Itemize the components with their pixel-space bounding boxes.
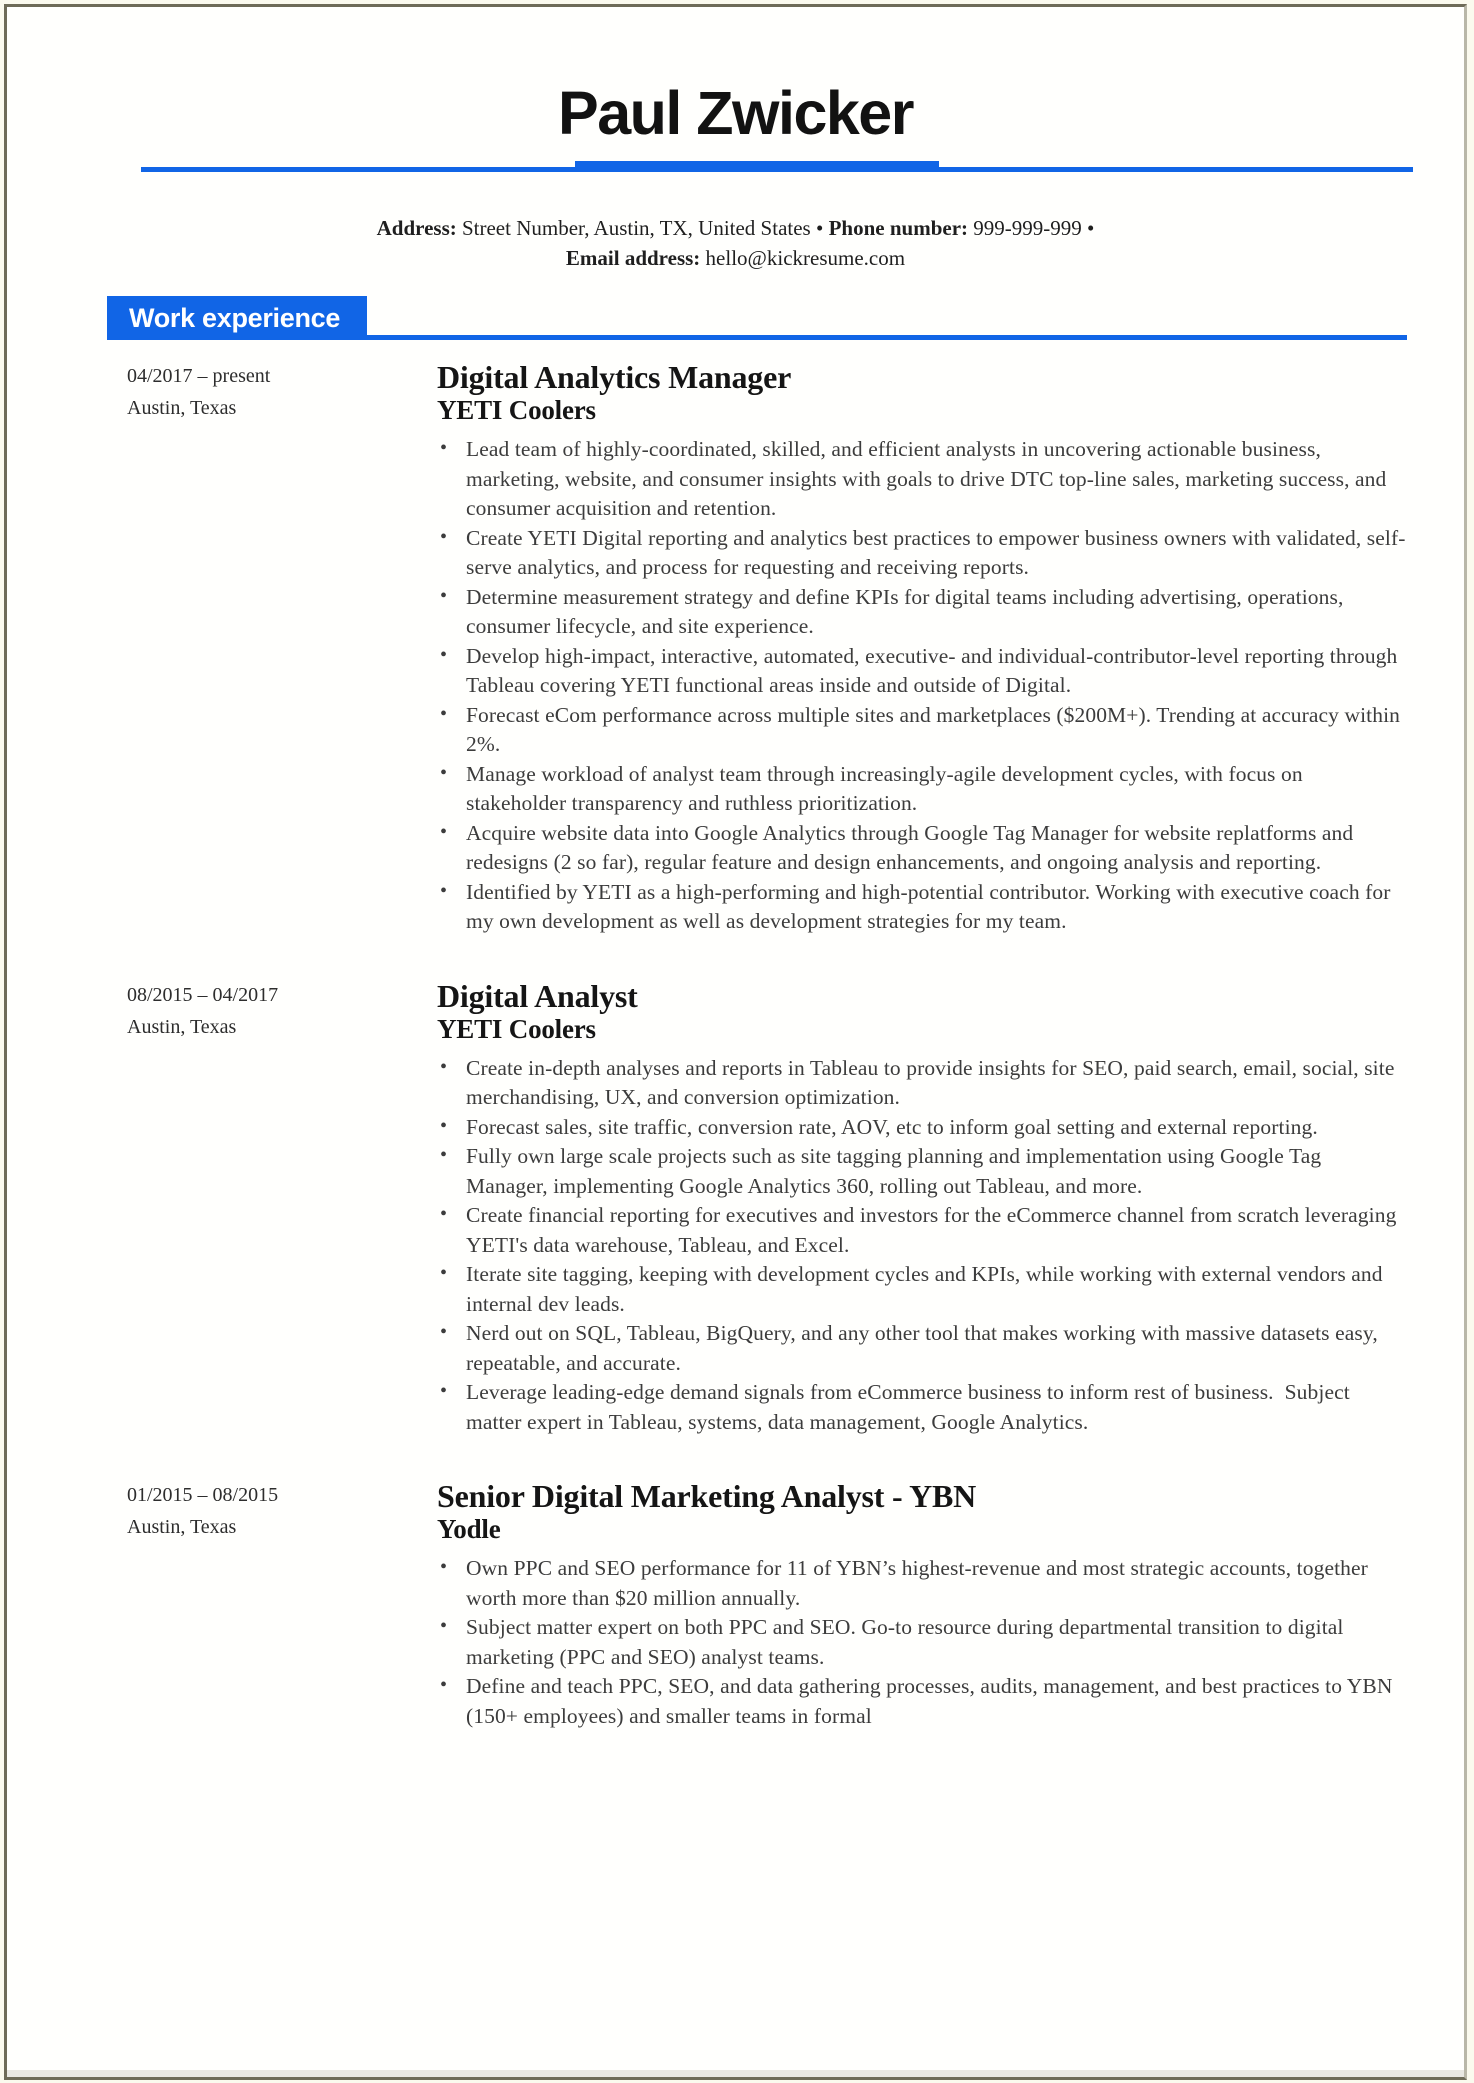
job-bullet — [466, 1613, 1407, 1672]
job-bullets — [437, 1054, 1407, 1438]
job-dates: 04/2017 – present — [127, 365, 271, 387]
job-bullet — [466, 583, 1407, 642]
job-bullet — [466, 1260, 1407, 1319]
job-bullet — [466, 1113, 1407, 1143]
job-bullet — [466, 760, 1407, 819]
job-bullet-text: Iterate site tagging, keeping with development cycles and KPIs, while working with external vendors and internal dev leads. — [466, 1262, 1389, 1316]
job-bullet-text: Forecast eCom performance across multiple sites and marketplaces ($200M+). Trending at accuracy within 2%. — [466, 702, 1406, 756]
job-entry — [127, 979, 1407, 1438]
address-label: Address: — [376, 216, 457, 240]
job-main — [437, 979, 1407, 1438]
phone-value: 999-999-999 — [973, 216, 1082, 240]
job-bullet — [466, 1378, 1407, 1437]
job-main — [437, 360, 1407, 937]
job-bullet-text: Manage workload of analyst team through increasingly-agile development cycles, with focus on stakeholder transparency and ruthless prioritization. — [466, 761, 1309, 815]
job-bullet-text: Own PPC and SEO performance for 11 of YBN’s highest-revenue and most strategic accounts, together worth more than $20 million annually. — [466, 1556, 1374, 1610]
contact-separator: • — [815, 216, 824, 240]
job-bullet-text: Determine measurement strategy and define KPIs for digital teams including advertising, operations, consumer lifecycle, and site experience. — [466, 584, 1349, 638]
job-bullet — [466, 701, 1407, 760]
job-location: Austin, Texas — [127, 1516, 237, 1538]
job-bullet — [466, 1054, 1407, 1113]
resume-page — [4, 4, 1467, 2080]
section-rule — [367, 335, 1407, 340]
job-bullet — [466, 1319, 1407, 1378]
job-bullet — [466, 524, 1407, 583]
job-bullet-text: Acquire website data into Google Analytics through Google Tag Manager for website replatforms and redesigns (2 so far), regular feature and design enhancements, and ongoing analysis and reporting. — [466, 820, 1359, 874]
job-dates: 08/2015 – 04/2017 — [127, 983, 279, 1006]
resume-name: Paul Zwicker — [558, 79, 913, 147]
job-bullet — [466, 642, 1407, 701]
job-bullet-text: Leverage leading-edge demand signals from eCommerce business to inform rest of business. Subject matter expert in Tableau, systems, data management, Google Analytics. — [466, 1380, 1356, 1434]
job-title: Digital Analyst — [437, 977, 638, 1014]
section-title: Work experience — [107, 296, 367, 340]
job-bullet — [466, 435, 1407, 524]
job-title: Senior Digital Marketing Analyst - YBN — [437, 1478, 977, 1514]
job-bullet-text: Forecast sales, site traffic, conversion rate, AOV, etc to inform goal setting and external reporting. — [466, 1114, 1318, 1139]
email-label: Email address: — [565, 246, 701, 270]
job-bullet — [466, 878, 1407, 937]
job-bullet-text: Create in-depth analyses and reports in Tableau to provide insights for SEO, paid search, email, social, site merchandising, UX, and conversion optimization. — [466, 1055, 1400, 1109]
job-main — [437, 1479, 1407, 1731]
section-work-experience — [107, 296, 1407, 340]
contact-info — [47, 213, 1424, 273]
job-bullets — [437, 1554, 1407, 1731]
header-divider — [141, 161, 1413, 172]
job-meta — [127, 360, 437, 937]
job-bullet-text: Develop high-impact, interactive, automated, executive- and individual-contributor-level reporting through Tableau covering YETI functional areas inside and outside of Digital. — [466, 643, 1403, 697]
job-bullet-text: Identified by YETI as a high-performing and high-potential contributor. Working with executive coach for my own development as well as development strategies for my team. — [466, 879, 1397, 933]
job-entry — [127, 1479, 1407, 1731]
job-bullet — [466, 1672, 1407, 1731]
email-value: hello@kickresume.com — [705, 246, 906, 270]
address-value: Street Number, Austin, TX, United States — [461, 216, 811, 240]
job-bullet — [466, 1142, 1407, 1201]
job-dates: 01/2015 – 08/2015 — [127, 1484, 279, 1506]
phone-label: Phone number: — [828, 216, 969, 240]
job-location: Austin, Texas — [127, 1015, 237, 1038]
job-title: Digital Analytics Manager — [437, 359, 792, 395]
page-bottom-edge — [7, 2070, 1464, 2077]
job-company: Yodle — [437, 1514, 501, 1544]
job-bullet — [466, 1201, 1407, 1260]
job-bullet — [466, 819, 1407, 878]
job-list — [127, 360, 1407, 1731]
job-bullet-text: Nerd out on SQL, Tableau, BigQuery, and any other tool that makes working with massive datasets easy, repeatable, and accurate. — [466, 1321, 1384, 1375]
contact-separator: • — [1087, 216, 1095, 240]
job-bullet — [466, 1554, 1407, 1613]
job-company: YETI Coolers — [437, 1013, 596, 1044]
job-bullet-text: Fully own large scale projects such as site tagging planning and implementation using Google Tag Manager, implementing Google Analytics 360, rolling out Tableau, and more. — [466, 1144, 1327, 1198]
job-bullets — [437, 435, 1407, 937]
job-company: YETI Coolers — [437, 395, 596, 425]
job-bullet-text: Create financial reporting for executives and investors for the eCommerce channel from scratch leveraging YETI's data warehouse, Tableau, and Excel. — [466, 1203, 1402, 1257]
job-meta — [127, 1479, 437, 1731]
job-meta — [127, 979, 437, 1438]
job-bullet-text: Create YETI Digital reporting and analytics best practices to empower business owners with validated, self-serve analytics, and process for requesting and receiving reports. — [466, 525, 1406, 579]
job-entry — [127, 360, 1407, 937]
divider-accent — [575, 161, 939, 172]
job-bullet-text: Define and teach PPC, SEO, and data gathering processes, audits, management, and best practices to YBN (150+ employees) and smaller teams in formal — [466, 1674, 1398, 1728]
job-bullet-text: Subject matter expert on both PPC and SEO. Go-to resource during departmental transition to digital marketing (PPC and SEO) analyst teams. — [466, 1615, 1349, 1669]
job-location: Austin, Texas — [127, 397, 237, 419]
job-bullet-text: Lead team of highly-coordinated, skilled, and efficient analysts in uncovering actionable business, marketing, website, and consumer insights with goals to drive DTC top-line sales, marketing success, and consumer acquisition and retention. — [466, 437, 1392, 520]
